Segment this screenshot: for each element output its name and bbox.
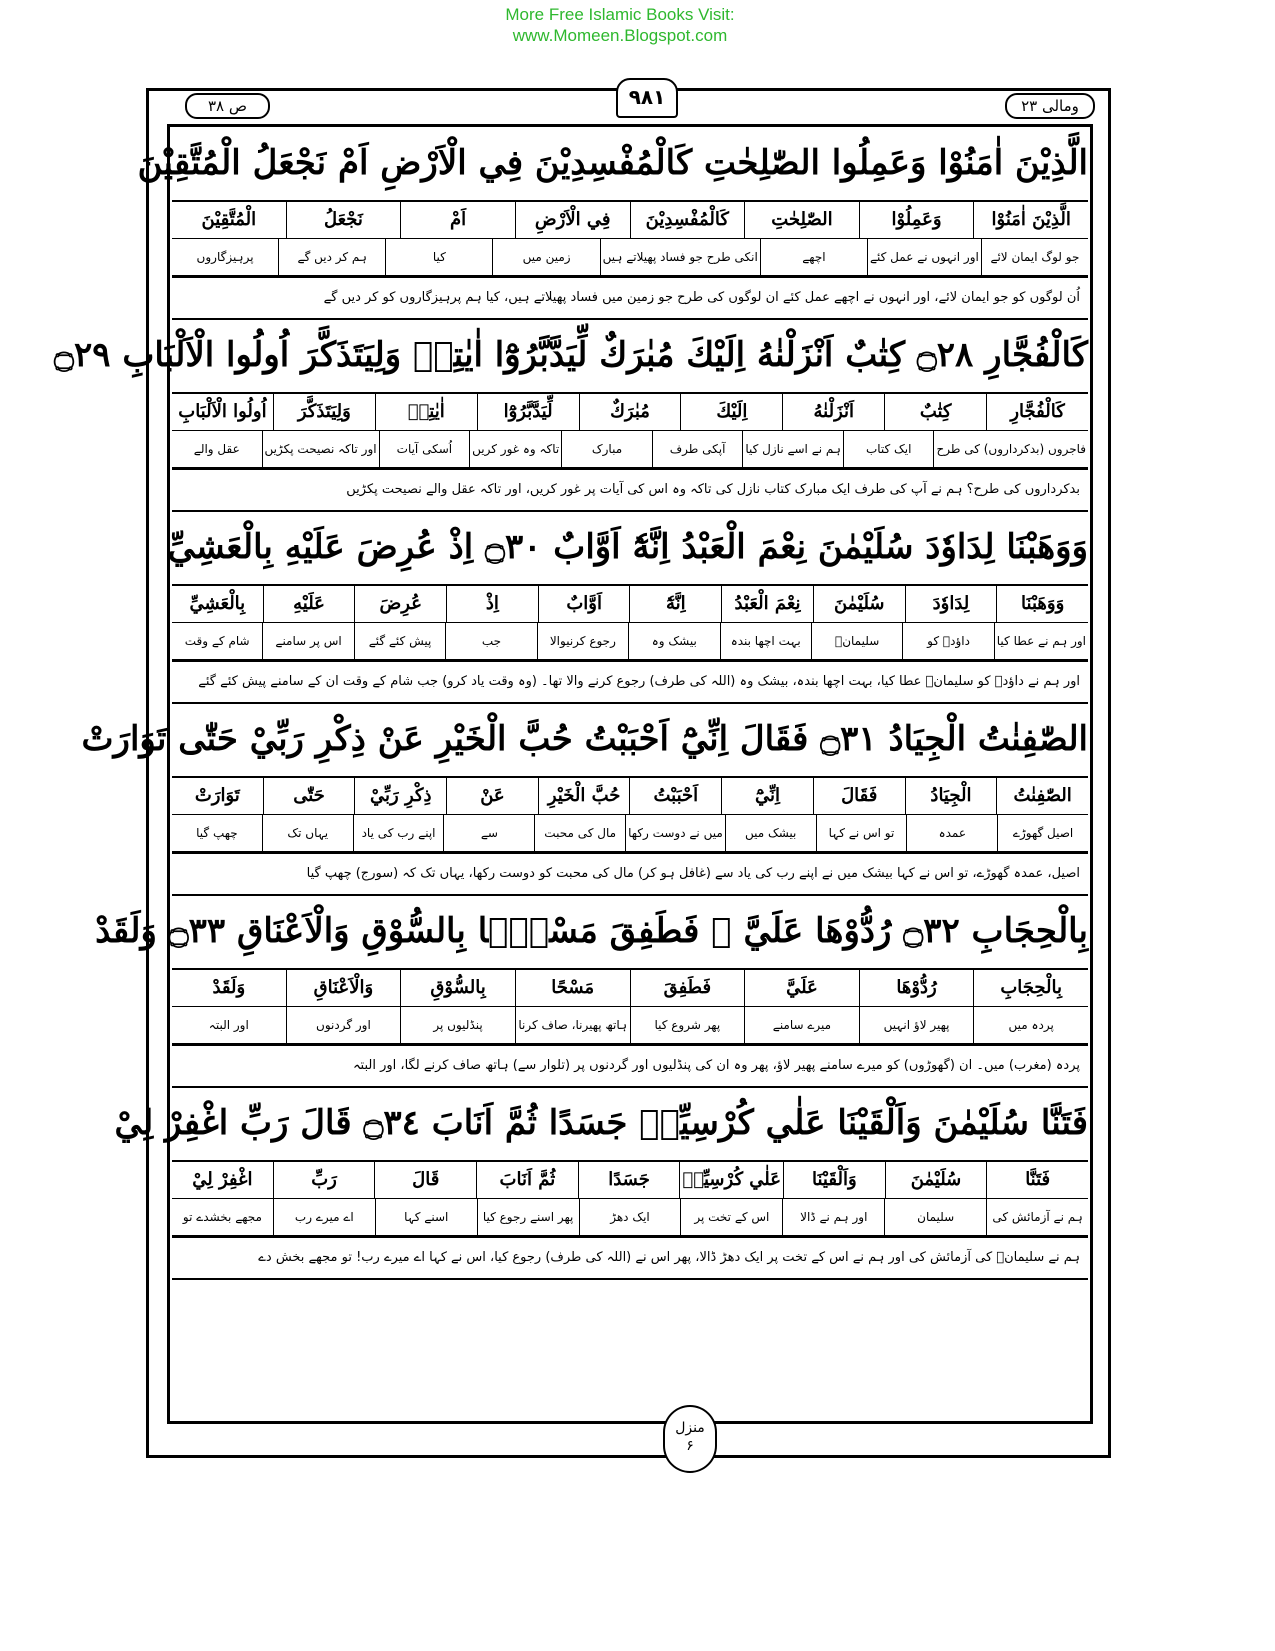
word-row-meaning [172,623,1088,660]
word-cell: تَوَارَتْ [194,785,240,806]
meaning-cell: تو اس نے کہا [816,815,907,851]
word-row-arabic [172,202,1088,239]
arabic-verse-line: وَوَهَبْنَا لِدَاوٗدَ سُلَيْمٰنَ نِعْمَ الْعَبْدُ اِنَّهٗٓ اَوَّابٌ ۝٣٠ اِذْ عُرِضَ عَلَيْهِ بِالْعَشِيِّ [172,512,1088,586]
meaning-cell: بیشک میں [725,815,816,851]
meaning-cell: ہم نے اسے نازل کیا [742,431,843,467]
meaning-cell: پیش کئے گئے [354,623,445,659]
word-cell: الْجِيَادُ [905,778,997,814]
meaning-cell: پھر اسنے رجوع کیا [477,1199,579,1235]
meaning-cell: ایک دھڑ [579,1199,681,1235]
meaning-cell: بہت اچھا بندہ [720,623,811,659]
word-row-arabic [172,586,1088,623]
meaning-cell: داؤدؑ کو [902,623,993,659]
word-cell: اِنِّيْٓ [721,778,813,814]
meaning-cell: آپکی طرف [652,431,743,467]
meaning-cell: پرہیزگاروں [196,250,254,264]
header-left-label: ص ۳۸ [185,93,270,119]
verse-section-2 [54,320,1088,512]
meaning-cell: اچھے [760,239,867,275]
word-cell: الصّٰفِنٰتُ [996,778,1088,814]
urdu-translation: ہم نے سلیمانؑ کی آزمائش کی اور ہم نے اس کے تخت پر ایک دھڑ ڈالا، پھر اس نے (اللہ کی طرف) رجوع کیا، اس نے کہا اے میرے رب! تو مجھے بخش دے [172,1236,1088,1278]
word-cell: الصّٰلِحٰتِ [744,202,859,238]
urdu-translation: پردہ (مغرب) میں۔ ان (گھوڑوں) کو میرے سامنے پھیر لاؤ، پھر وہ ان کی پنڈلیوں اور گردنوں پر (تلوار سے) ہاتھ صاف کرنے لگا، اور البتہ [172,1044,1088,1086]
word-row-meaning [172,239,1088,276]
word-cell: عَلَيْهِ [263,586,355,622]
word-row-meaning [172,815,1088,852]
word-cell: ذِكْرِ رَبِّيْ [354,778,446,814]
meaning-cell: جو لوگ ایمان لائے [981,239,1088,275]
meaning-cell: رجوع کرنیوالا [537,623,628,659]
meaning-cell: پھر شروع کیا [630,1007,745,1043]
word-cell: بِالْحِجَابِ [973,970,1088,1006]
meaning-cell: اُسکی آیات [379,431,470,467]
word-cell: الَّذِيْنَ اٰمَنُوْا [973,202,1088,238]
word-cell: اَوَّابٌ [538,586,630,622]
word-cell: وَالْاَعْنَاقِ [286,970,401,1006]
meaning-cell: میرے سامنے [744,1007,859,1043]
verse-section-4 [81,704,1088,896]
word-cell: رُدُّوْهَا [859,970,974,1006]
meaning-cell: ایک کتاب [843,431,934,467]
manzil-number: ۶ [686,1438,694,1454]
word-cell: فَقَالَ [813,778,905,814]
word-cell: عُرِضَ [354,586,446,622]
meaning-cell: چھپ گیا [196,826,238,840]
meaning-cell: اس پر سامنے [262,623,353,659]
meaning-cell: بیشک وہ [628,623,719,659]
word-row-meaning [172,1007,1088,1044]
word-row-arabic [172,394,1088,431]
word-cell: لِدَاوٗدَ [905,586,997,622]
word-cell: اُولُوا الْاَلْبَابِ [178,401,267,422]
word-cell: اَمْ [400,202,515,238]
meaning-cell: سے [443,815,534,851]
promo-line-1: More Free Islamic Books Visit: [505,5,735,24]
word-cell: الْمُتَّقِيْنَ [201,209,257,230]
meaning-cell: اور ہم نے عطا کیا [994,623,1088,659]
word-cell: حُبَّ الْخَيْرِ [538,778,630,814]
meaning-cell: سلیمان [884,1199,986,1235]
meaning-cell: اصیل گھوڑے [997,815,1088,851]
urdu-translation: اُن لوگوں کو جو ایمان لائے، اور انہوں نے اچھے عمل کئے ان لوگوں کی طرح جو زمین میں فساد پھیلاتے ہیں، کیا ہم پرہیزگاروں کو کر دیں گے [172,276,1088,318]
meaning-cell: مجھے بخشدے تو [182,1210,262,1224]
word-cell: فِي الْاَرْضِ [515,202,630,238]
arabic-verse-line: الصّٰفِنٰتُ الْجِيَادُ ۝٣١ فَقَالَ اِنِّيْٓ اَحْبَبْتُ حُبَّ الْخَيْرِ عَنْ ذِكْرِ رَبِّيْ حَتّٰى تَوَارَتْ [172,704,1088,778]
word-cell: ثُمَّ اَنَابَ [476,1162,578,1198]
meaning-cell: اور گردنوں [286,1007,401,1043]
meaning-cell: شام کے وقت [184,634,250,648]
word-cell: وَلَقَدْ [212,977,246,998]
word-cell: نِعْمَ الْعَبْدُ [721,586,813,622]
arabic-verse-line: الَّذِيْنَ اٰمَنُوْا وَعَمِلُوا الصّٰلِحٰتِ كَالْمُفْسِدِيْنَ فِي الْاَرْضِ اَمْ نَجْعَلُ الْمُتَّقِيْنَ [172,128,1088,202]
word-cell: لِّيَدَّبَّرُوْٓا [477,394,579,430]
word-cell: كَالْفُجَّارِ [986,394,1088,430]
word-cell: مُبٰرَكٌ [579,394,681,430]
word-cell: وَاَلْقَيْنَا [783,1162,885,1198]
word-cell: عَلٰي كُرْسِيِّهٖ [679,1162,783,1198]
arabic-verse-line: بِالْحِجَابِ ۝٣٢ رُدُّوْهَا عَلَيَّ ۭ فَطَفِقَ مَسْحًۢا بِالسُّوْقِ وَالْاَعْنَاقِ ۝٣٣ وَلَقَدْ [172,896,1088,970]
meaning-cell: یہاں تک [262,815,353,851]
word-row-meaning [172,1199,1088,1236]
manzil-label: منزل [675,1420,705,1436]
meaning-cell: اور البتہ [208,1018,249,1032]
urdu-translation: اور ہم نے داؤدؑ کو سلیمانؑ عطا کیا، بہت اچھا بندہ، بیشک وہ (اللہ کی طرف) رجوع کرنے والا تھا۔ (وہ وقت یاد کرو) جب شام کے وقت ان کے سامنے پیش کئے گئے [172,660,1088,702]
verse-section-6 [114,1088,1088,1280]
word-row-arabic [172,778,1088,815]
word-row-meaning [172,431,1088,468]
word-cell: عَلَيَّ [744,970,859,1006]
meaning-cell: عقل والے [193,442,240,456]
meaning-cell: میں نے دوست رکھا [625,815,725,851]
meaning-cell: پردہ میں [973,1007,1088,1043]
meaning-cell: اس کے تخت پر [680,1199,782,1235]
word-cell: اغْفِرْ لِيْ [192,1169,253,1190]
verse-section-1 [137,128,1088,320]
manzil-marker [663,1405,717,1473]
meaning-cell: مال کی محبت [534,815,625,851]
arabic-verse-line: كَالْفُجَّارِ ۝٢٨ كِتٰبٌ اَنْزَلْنٰهُ اِلَيْكَ مُبٰرَكٌ لِّيَدَّبَّرُوْٓا اٰيٰتِهٖ وَلِيَتَذَكَّرَ اُولُوا الْاَلْبَابِ ۝٢٩ [172,320,1088,394]
meaning-cell: عمدہ [906,815,997,851]
word-cell: سُلَيْمٰنَ [885,1162,987,1198]
word-cell: مَسْحًا [515,970,630,1006]
word-cell: رَبِّ [273,1162,375,1198]
meaning-cell: سلیمانؑ [811,623,902,659]
word-cell: قَالَ [374,1162,476,1198]
word-cell: كَالْمُفْسِدِيْنَ [630,202,745,238]
meaning-cell: اسنے کہا [375,1199,477,1235]
word-cell: اٰيٰتِهٖ [375,394,477,430]
word-cell: جَسَدًا [578,1162,680,1198]
word-cell: وَعَمِلُوْا [859,202,974,238]
meaning-cell: فاجروں (بدکرداروں) کی طرح [933,431,1088,467]
page-content [54,128,1088,1280]
meaning-cell: اور انہوں نے عمل کئے [867,239,981,275]
word-cell: اِنَّهٗٓ [629,586,721,622]
word-cell: اِلَيْكَ [680,394,782,430]
meaning-cell: اے میرے رب [273,1199,375,1235]
meaning-cell: انکی طرح جو فساد پھیلاتے ہیں [600,239,760,275]
meaning-cell: پنڈلیوں پر [400,1007,515,1043]
word-cell: كِتٰبٌ [884,394,986,430]
meaning-cell: ہم نے آزمائش کی [986,1199,1088,1235]
meaning-cell: ہاتھ پھیرنا، صاف کرنا [515,1007,630,1043]
word-cell: نَجْعَلُ [286,202,401,238]
word-row-arabic [172,1162,1088,1199]
word-cell: سُلَيْمٰنَ [813,586,905,622]
meaning-cell: زمین میں [492,239,599,275]
word-cell: اِذْ [446,586,538,622]
meaning-cell: کیا [385,239,492,275]
promo-line-2[interactable]: www.Momeen.Blogspot.com [512,26,728,45]
meaning-cell: ہم کر دیں گے [278,239,385,275]
urdu-translation: بدکرداروں کی طرح؟ ہم نے آپ کی طرف ایک مبارک کتاب نازل کی تاکہ وہ اس کی آیات پر غور کریں، اور تاکہ عقل والے نصیحت پکڑیں [172,468,1088,510]
meaning-cell: اور تاکہ نصیحت پکڑیں [262,431,379,467]
promo-banner [0,4,1240,46]
word-cell: وَوَهَبْنَا [996,586,1088,622]
word-cell: بِالسُّوْقِ [400,970,515,1006]
word-cell: حَتّٰى [263,778,355,814]
word-cell: فَطَفِقَ [630,970,745,1006]
meaning-cell: اپنے رب کی یاد [353,815,444,851]
header-right-label: ومالی ۲۳ [1005,93,1095,119]
word-cell: وَلِيَتَذَكَّرَ [273,394,375,430]
verse-section-5 [95,896,1088,1088]
meaning-cell: جب [445,623,536,659]
word-cell: بِالْعَشِيِّ [189,593,246,614]
verse-section-3 [167,512,1088,704]
meaning-cell: پھیر لاؤ انہیں [859,1007,974,1043]
urdu-translation: اصیل، عمدہ گھوڑے، تو اس نے کہا بیشک میں نے اپنے رب کی یاد سے (غافل ہو کر) مال کی محبت کو دوست رکھا، یہاں تک کہ (سورج) چھپ گیا [172,852,1088,894]
word-cell: عَنْ [446,778,538,814]
word-cell: اَحْبَبْتُ [629,778,721,814]
meaning-cell: مبارک [561,431,652,467]
meaning-cell: تاکہ وہ غور کریں [469,431,561,467]
word-row-arabic [172,970,1088,1007]
page-number: ۹۸۱ [616,78,678,118]
arabic-verse-line: فَتَنَّا سُلَيْمٰنَ وَاَلْقَيْنَا عَلٰي كُرْسِيِّهٖ جَسَدًا ثُمَّ اَنَابَ ۝٣٤ قَالَ رَبِّ اغْفِرْ لِيْ [172,1088,1088,1162]
word-cell: اَنْزَلْنٰهُ [782,394,884,430]
word-cell: فَتَنَّا [986,1162,1088,1198]
meaning-cell: اور ہم نے ڈالا [782,1199,884,1235]
